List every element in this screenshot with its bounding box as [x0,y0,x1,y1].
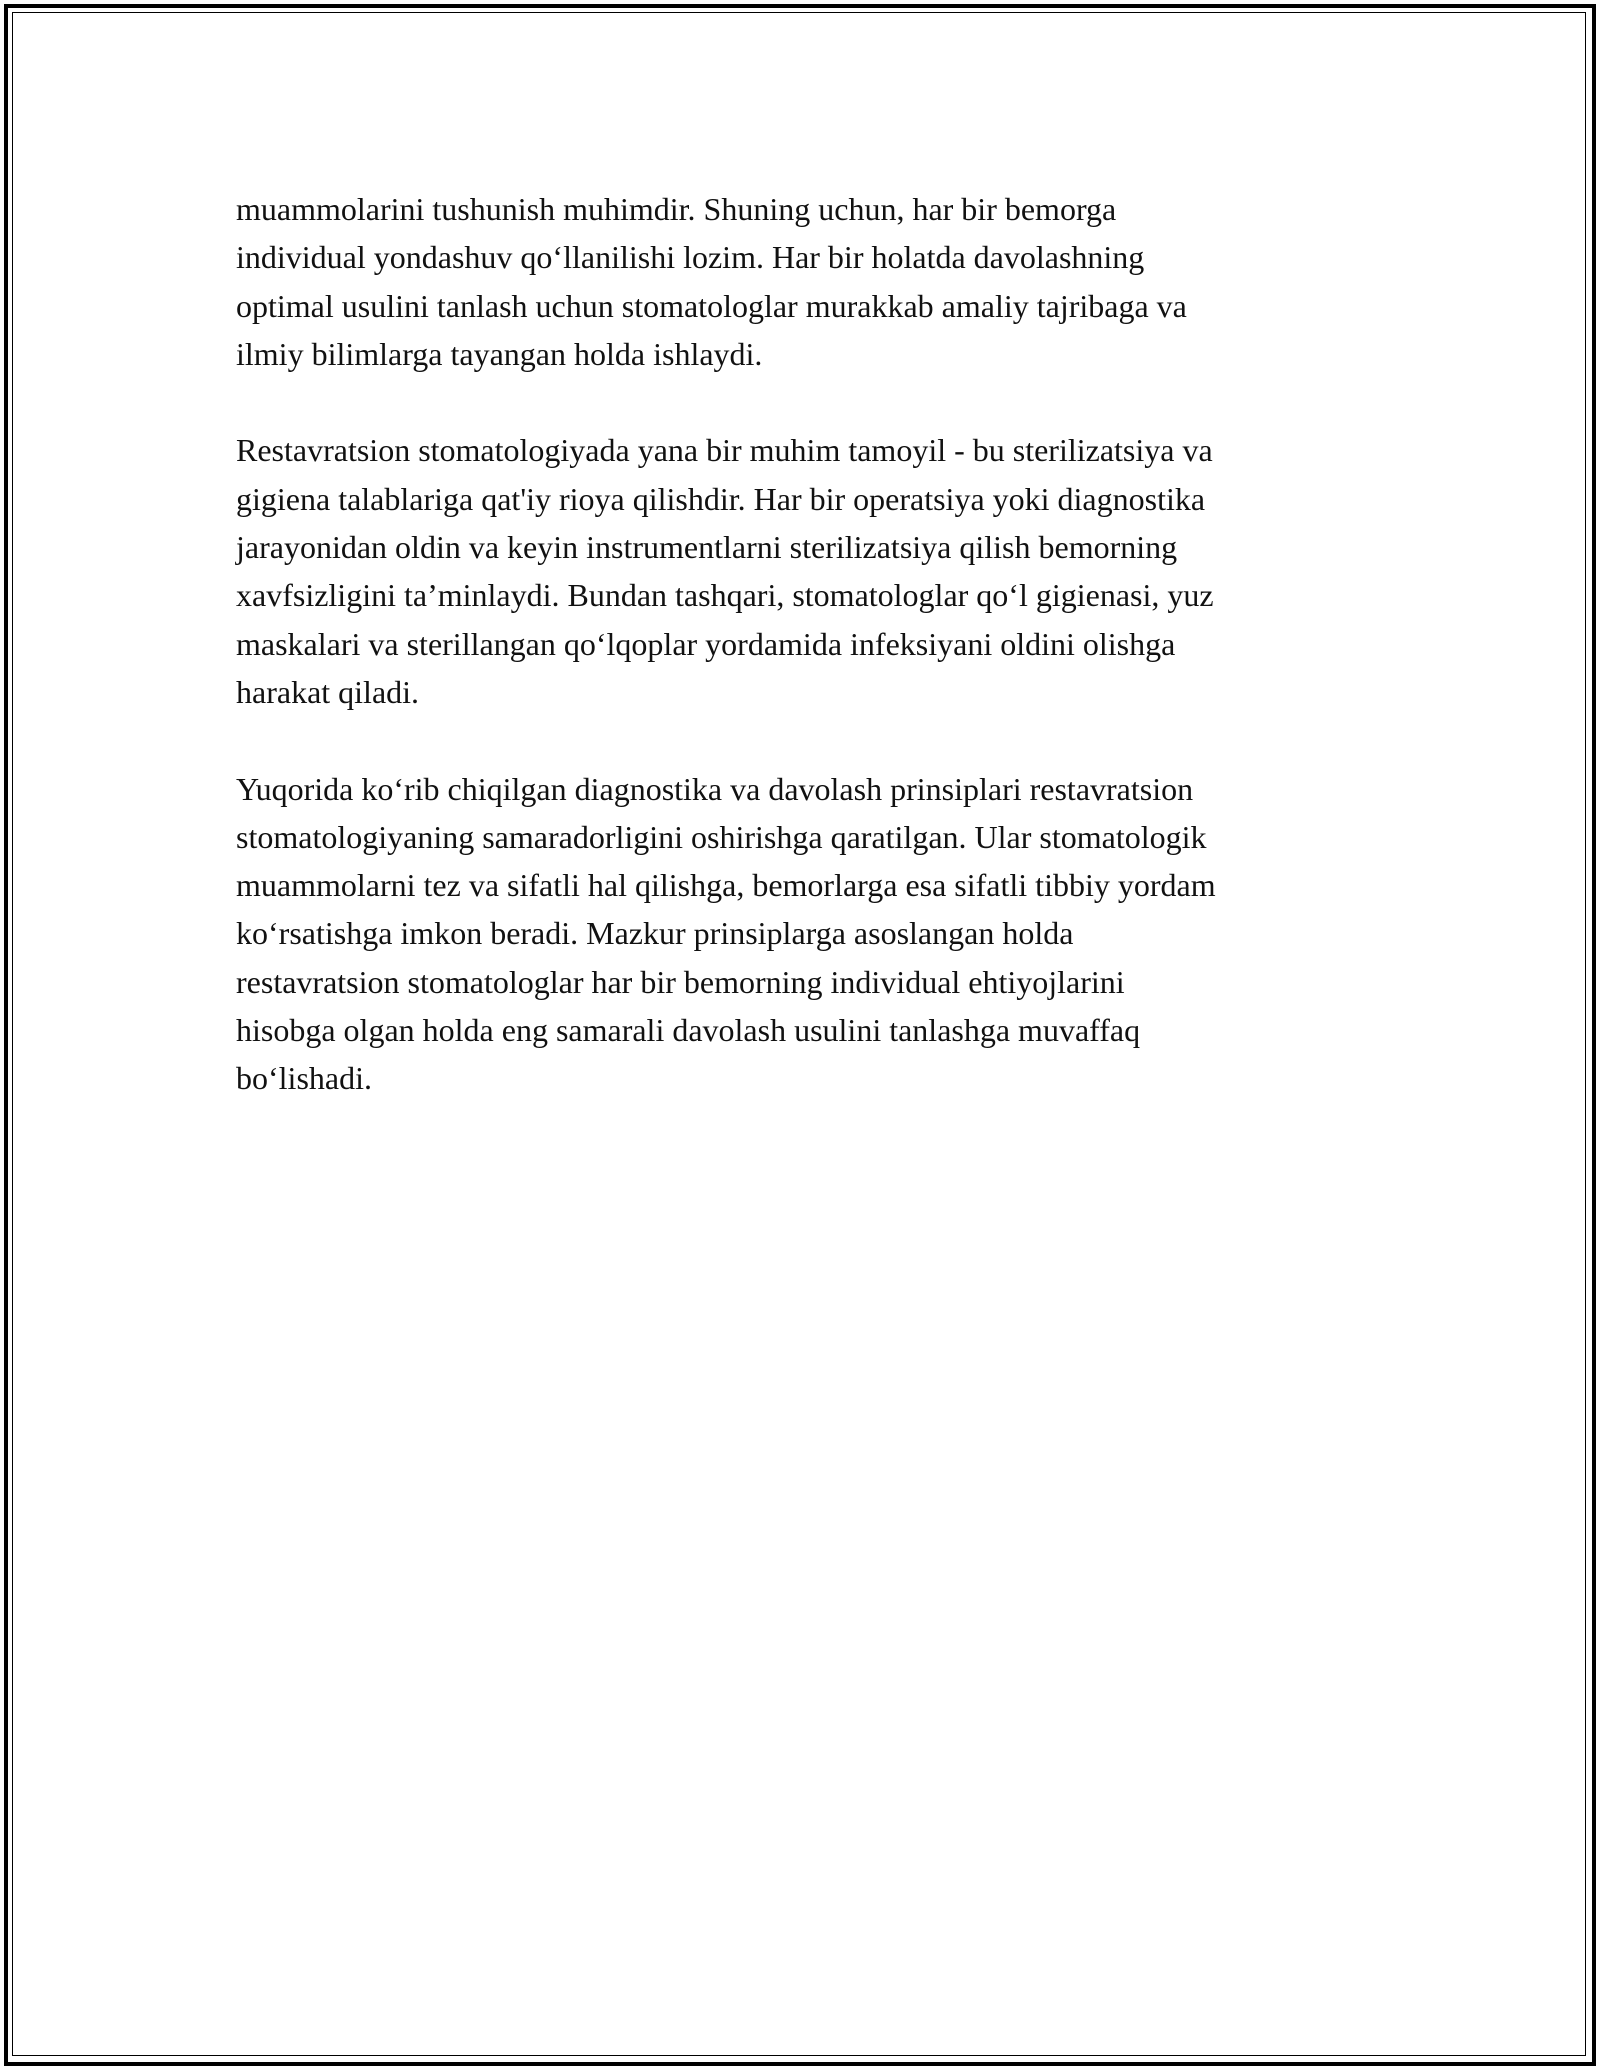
paragraph-2 [236,426,1366,716]
text-line: ko‘rsatishga imkon beradi. Mazkur prinsiplarga asoslangan holda [236,915,1074,952]
text-line: Restavratsion stomatologiyada yana bir muhim tamoyil - bu sterilizatsiya va [236,432,1213,469]
text-line: stomatologiyaning samaradorligini oshirishga qaratilgan. Ular stomatologik [236,818,1207,855]
text-line: optimal usulini tanlash uchun stomatologlar murakkab amaliy tajribaga va [236,287,1187,324]
text-line: restavratsion stomatologlar har bir bemorning individual ehtiyojlarini [236,963,1125,1000]
text-line: xavfsizligini ta’minlaydi. Bundan tashqari, stomatologlar qo‘l gigienasi, yuz [236,577,1214,614]
text-line: harakat qiladi. [236,673,420,710]
text-line: ilmiy bilimlarga tayangan holda ishlaydi. [236,335,763,372]
text-line: bo‘lishadi. [236,1060,372,1097]
text-line: Yuqorida ko‘rib chiqilgan diagnostika va davolash prinsiplari restavratsion [236,770,1194,807]
text-line: jarayonidan oldin va keyin instrumentlarni sterilizatsiya qilish bemorning [236,529,1178,566]
text-line: muammolarini tushunish muhimdir. Shuning uchun, har bir bemorga [236,191,1117,227]
text-line: gigiena talablariga qat'iy rioya qilishdir. Har bir operatsiya yoki diagnostika [236,480,1206,517]
paragraph-3 [236,765,1366,1103]
text-line: muammolarni tez va sifatli hal qilishga, bemorlarga esa sifatli tibbiy yordam [236,867,1216,904]
text-line: maskalari va sterillangan qo‘lqoplar yordamida infeksiyani oldini olishga [236,625,1176,662]
paragraph-1 [236,185,1366,378]
document-body [236,185,1366,1151]
text-line: hisobga olgan holda eng samarali davolash usulini tanlashga muvaffaq [236,1012,1141,1049]
text-line: individual yondashuv qo‘llanilishi lozim. Har bir holatda davolashning [236,239,1145,276]
